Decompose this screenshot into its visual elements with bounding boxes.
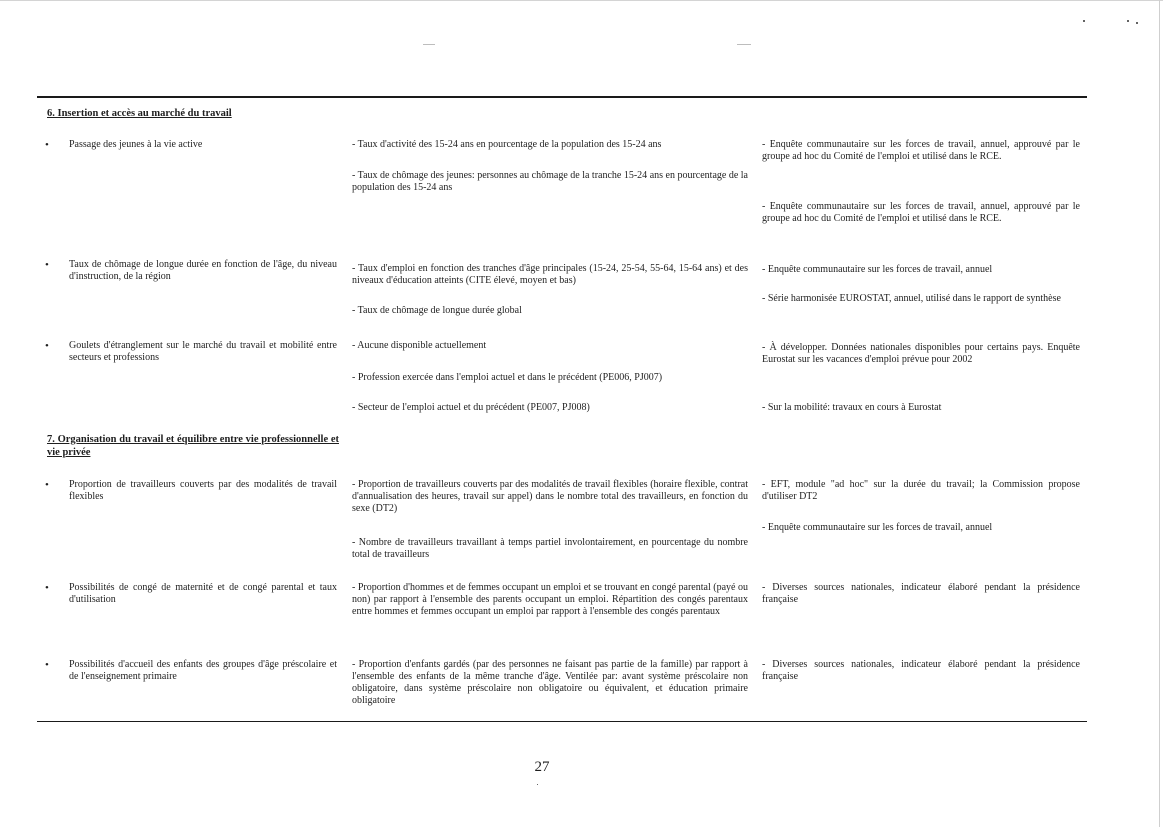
- indicator-profession: - Profession exercée dans l'emploi actuel et dans le précédent (PE006, PJ007): [352, 372, 663, 383]
- source-lfs-2: - Enquête communautaire sur les forces de travail, annuel, approuvé par le groupe ad hoc du Comité de l'emploi et utilisé dans le RCE.: [762, 201, 1080, 224]
- indicator-employment-rate: - Taux d'emploi en fonction des tranches d'âge principales (15-24, 25-54, 55-64, 15-64 ans) et des niveaux d'éducation atteints (CITE élevé, moyen et bas): [352, 263, 748, 286]
- indicator-flexible-work: - Proportion de travailleurs couverts par des modalités de travail flexibles (horaire flexible, contrat d'annualisation des heures, travail sur appel) dans le nombre total des travailleurs, en fonction du sexe (DT2): [352, 479, 748, 514]
- top-rule: [37, 96, 1087, 98]
- scan-mark: [737, 44, 751, 45]
- indicator-youth-unemployment: - Taux de chômage des jeunes: personnes au chômage de la tranche 15-24 ans en pourcentage de la population des 15-24 ans: [352, 170, 748, 193]
- section-heading-6: 6. Insertion et accès au marché du travail: [47, 108, 232, 119]
- indicator-none-available: - Aucune disponible actuellement: [352, 340, 487, 351]
- indicator-sector: - Secteur de l'emploi actuel et du précédent (PE007, PJ008): [352, 402, 590, 413]
- source-mobility: - Sur la mobilité: travaux en cours à Eurostat: [762, 402, 942, 413]
- topic-youth-transition: • Passage des jeunes à la vie active: [69, 139, 337, 151]
- source-lfs-annual: - Enquête communautaire sur les forces de travail, annuel: [762, 264, 993, 275]
- source-lfs-1: - Enquête communautaire sur les forces de travail, annuel, approuvé par le groupe ad hoc du Comité de l'emploi et utilisé dans le RCE.: [762, 139, 1080, 162]
- topic-childcare: • Possibilités d'accueil des enfants des groupes d'âge préscolaire et de l'enseignement primaire: [69, 659, 337, 683]
- scan-mark: [423, 44, 435, 45]
- indicator-ltu-global: - Taux de chômage de longue durée global: [352, 305, 522, 316]
- section-heading-7: 7. Organisation du travail et équilibre entre vie professionnelle et vie privée: [47, 434, 339, 458]
- topic-long-term-unemployment: • Taux de chômage de longue durée en fonction de l'âge, du niveau d'instruction, de la région: [69, 259, 337, 283]
- scan-edge-right: [1159, 0, 1160, 827]
- indicator-childcare: - Proportion d'enfants gardés (par des personnes ne faisant pas partie de la famille) par rapport à l'ensemble des enfants de la même tranche d'âge. Ventilée par: avant système préscolaire non obligatoire, dans système préscolaire non obligatoire ou équivalent, et éducation primaire obligatoire: [352, 659, 748, 706]
- source-national-2: - Diverses sources nationales, indicateur élaboré pendant la présidence française: [762, 659, 1080, 682]
- scan-speck: [1136, 22, 1138, 24]
- source-lfs-annual-2: - Enquête communautaire sur les forces de travail, annuel: [762, 522, 993, 533]
- topic-bottlenecks: • Goulets d'étranglement sur le marché du travail et mobilité entre secteurs et professions: [69, 340, 337, 364]
- topic-parental-leave: • Possibilités de congé de maternité et de congé parental et taux d'utilisation: [69, 582, 337, 606]
- scan-speck: [1127, 20, 1129, 22]
- indicator-youth-activity: - Taux d'activité des 15-24 ans en pourcentage de la population des 15-24 ans: [352, 139, 662, 150]
- source-eft-module: - EFT, module "ad hoc" sur la durée du travail; la Commission propose d'utiliser DT2: [762, 479, 1080, 502]
- indicator-parental-leave: - Proportion d'hommes et de femmes occupant un emploi et se trouvant en congé parental (payé ou non) par rapport à l'ensemble des parents occupant un emploi. Répartition des congés parentaux entre hommes et femmes occupant un emploi par rapport à l'ensemble des congés parentaux: [352, 582, 748, 617]
- indicator-involuntary-part-time: - Nombre de travailleurs travaillant à temps partiel involontairement, en pourcentage du nombre total de travailleurs: [352, 537, 748, 560]
- source-eurostat-series: - Série harmonisée EUROSTAT, annuel, utilisé dans le rapport de synthèse: [762, 293, 1061, 304]
- scan-speck: [537, 784, 538, 785]
- scan-speck: [1083, 20, 1085, 22]
- bottom-rule: [37, 721, 1087, 722]
- source-to-develop: - À développer. Données nationales disponibles pour certains pays. Enquête Eurostat sur les vacances d'emploi prévue pour 2002: [762, 342, 1080, 365]
- topic-flexible-work: • Proportion de travailleurs couverts par des modalités de travail flexibles: [69, 479, 337, 503]
- page-number: 27: [534, 759, 550, 775]
- scan-edge-top: [0, 0, 1163, 1]
- source-national-1: - Diverses sources nationales, indicateur élaboré pendant la présidence française: [762, 582, 1080, 605]
